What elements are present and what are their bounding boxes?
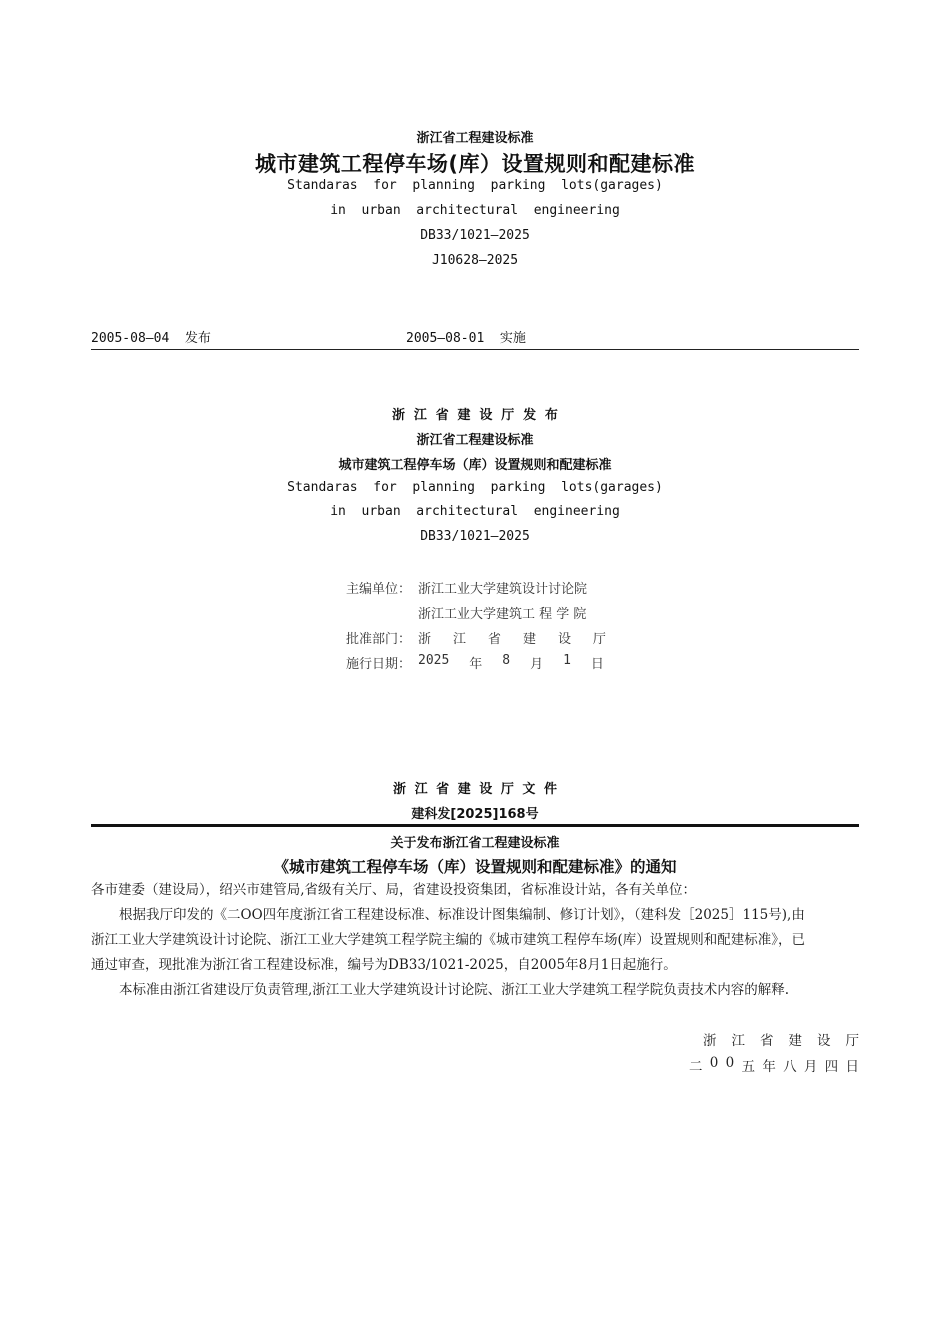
cover-title-en-line1: Standaras for planning parking lots(garages) <box>287 178 663 193</box>
sign-date-char: 0 <box>709 1055 719 1071</box>
doc-header-char: 文 <box>522 782 536 797</box>
cover-code-j: J10628—2025 <box>431 253 519 268</box>
cover-series-label: 浙江省工程建设标准 <box>416 131 534 146</box>
title-page-code: DB33/1021—2025 <box>420 529 530 544</box>
signature-char: 省 <box>760 1033 774 1049</box>
notice-paragraph-1-line2: 浙江工业大学建筑设计讨论院、浙江工业大学建筑工程学院主编的《城市建筑工程停车场(库）设置规则和配建标准》，已 <box>91 932 806 948</box>
date-month-unit: 月 <box>530 657 544 672</box>
doc-header-char: 浙 <box>393 782 407 797</box>
title-page-title: 城市建筑工程停车场（库）设置规则和配建标准 <box>338 458 612 473</box>
publisher-line <box>392 404 558 423</box>
signature-date <box>689 1055 859 1075</box>
sign-date-char: 四 <box>824 1059 839 1075</box>
publisher-char: 省 <box>435 408 449 423</box>
cover-title: 城市建筑工程停车场(库）设置规则和配建标准 <box>254 152 696 176</box>
implementation-date <box>418 653 604 672</box>
doc-number: 建科发[2025]168号 <box>411 807 539 822</box>
notice-divider <box>91 824 859 827</box>
title-page-title-en-line1: Standaras for planning parking lots(garages) <box>287 480 663 495</box>
approval-char: 设 <box>557 632 571 647</box>
approval-char: 建 <box>522 632 536 647</box>
editor-label: 主编单位： <box>346 582 412 597</box>
sign-date-char: 0 <box>725 1055 735 1071</box>
sign-date-char: 日 <box>845 1059 859 1075</box>
sign-date-char: 二 <box>689 1059 703 1075</box>
approval-label: 批准部门： <box>346 632 412 647</box>
publish-date: 2005-08—04 发布 <box>91 331 211 346</box>
signature-char: 厅 <box>845 1033 859 1049</box>
publisher-char: 江 <box>413 408 427 423</box>
date-label: 施行日期： <box>346 657 412 672</box>
publisher-char: 设 <box>479 408 493 423</box>
sign-date-char: 八 <box>783 1059 797 1075</box>
approval-char: 江 <box>452 632 466 647</box>
notice-heading-2: 《城市建筑工程停车场（库）设置规则和配建标准》的通知 <box>273 858 677 876</box>
sign-date-char: 五 <box>741 1059 756 1075</box>
signature-char: 浙 <box>703 1033 717 1049</box>
date-month: 8 <box>502 653 511 668</box>
editor-unit-2: 浙江工业大学建筑工 程 学 院 <box>418 607 587 622</box>
publisher-char: 布 <box>544 408 558 423</box>
notice-paragraph-2: 本标准由浙江省建设厅负责管理,浙江工业大学建筑设计讨论院、浙江工业大学建筑工程学院负责技术内容的解释. <box>119 982 790 998</box>
date-year-unit: 年 <box>469 657 483 672</box>
doc-header-char: 厅 <box>500 782 514 797</box>
doc-header <box>393 778 557 797</box>
title-page-title-en-line2: in urban architectural engineering <box>330 504 620 519</box>
sign-date-char: 年 <box>762 1059 776 1075</box>
publisher-char: 发 <box>523 408 537 423</box>
doc-header-char: 设 <box>479 782 493 797</box>
notice-paragraph-1-line3: 通过审查，现批准为浙江省工程建设标准，编号为DB33/1021-2025，自2005年8月1日起施行。 <box>91 957 677 973</box>
signature-char: 设 <box>817 1033 831 1049</box>
doc-header-char: 件 <box>543 782 557 797</box>
approval-char: 浙 <box>418 632 432 647</box>
doc-header-char: 省 <box>436 782 450 797</box>
notice-heading-1: 关于发布浙江省工程建设标准 <box>390 836 560 851</box>
cover-title-en-line2: in urban architectural engineering <box>330 203 620 218</box>
sign-date-char: 月 <box>803 1059 818 1075</box>
signature-issuer <box>703 1029 859 1049</box>
approval-body <box>418 628 606 647</box>
doc-header-char: 江 <box>414 782 428 797</box>
publisher-char: 建 <box>457 408 471 423</box>
cover-code-db: DB33/1021—2025 <box>420 228 530 243</box>
signature-char: 江 <box>731 1033 745 1049</box>
dates-divider <box>91 349 859 350</box>
approval-char: 省 <box>487 632 501 647</box>
date-day-unit: 日 <box>590 657 604 672</box>
notice-addressees: 各市建委（建设局），绍兴市建管局,省级有关厅、局，省建设投资集团，省标准设计站，各有关单位： <box>91 882 697 898</box>
publisher-char: 浙 <box>392 408 406 423</box>
implement-date: 2005—08-01 实施 <box>406 331 526 346</box>
approval-char: 厅 <box>592 632 606 647</box>
date-day: 1 <box>563 653 571 668</box>
publisher-char: 厅 <box>501 408 515 423</box>
editor-unit-1: 浙江工业大学建筑设计讨论院 <box>418 582 588 597</box>
doc-header-char: 建 <box>457 782 471 797</box>
signature-char: 建 <box>788 1033 802 1049</box>
title-page-series-label: 浙江省工程建设标准 <box>416 433 534 448</box>
date-year: 2025 <box>418 653 450 668</box>
notice-paragraph-1-line1: 根据我厅印发的《二OO四年度浙江省工程建设标准、标准设计图集编制、修订计划》，（建科发［2025］115号),由 <box>119 907 805 923</box>
